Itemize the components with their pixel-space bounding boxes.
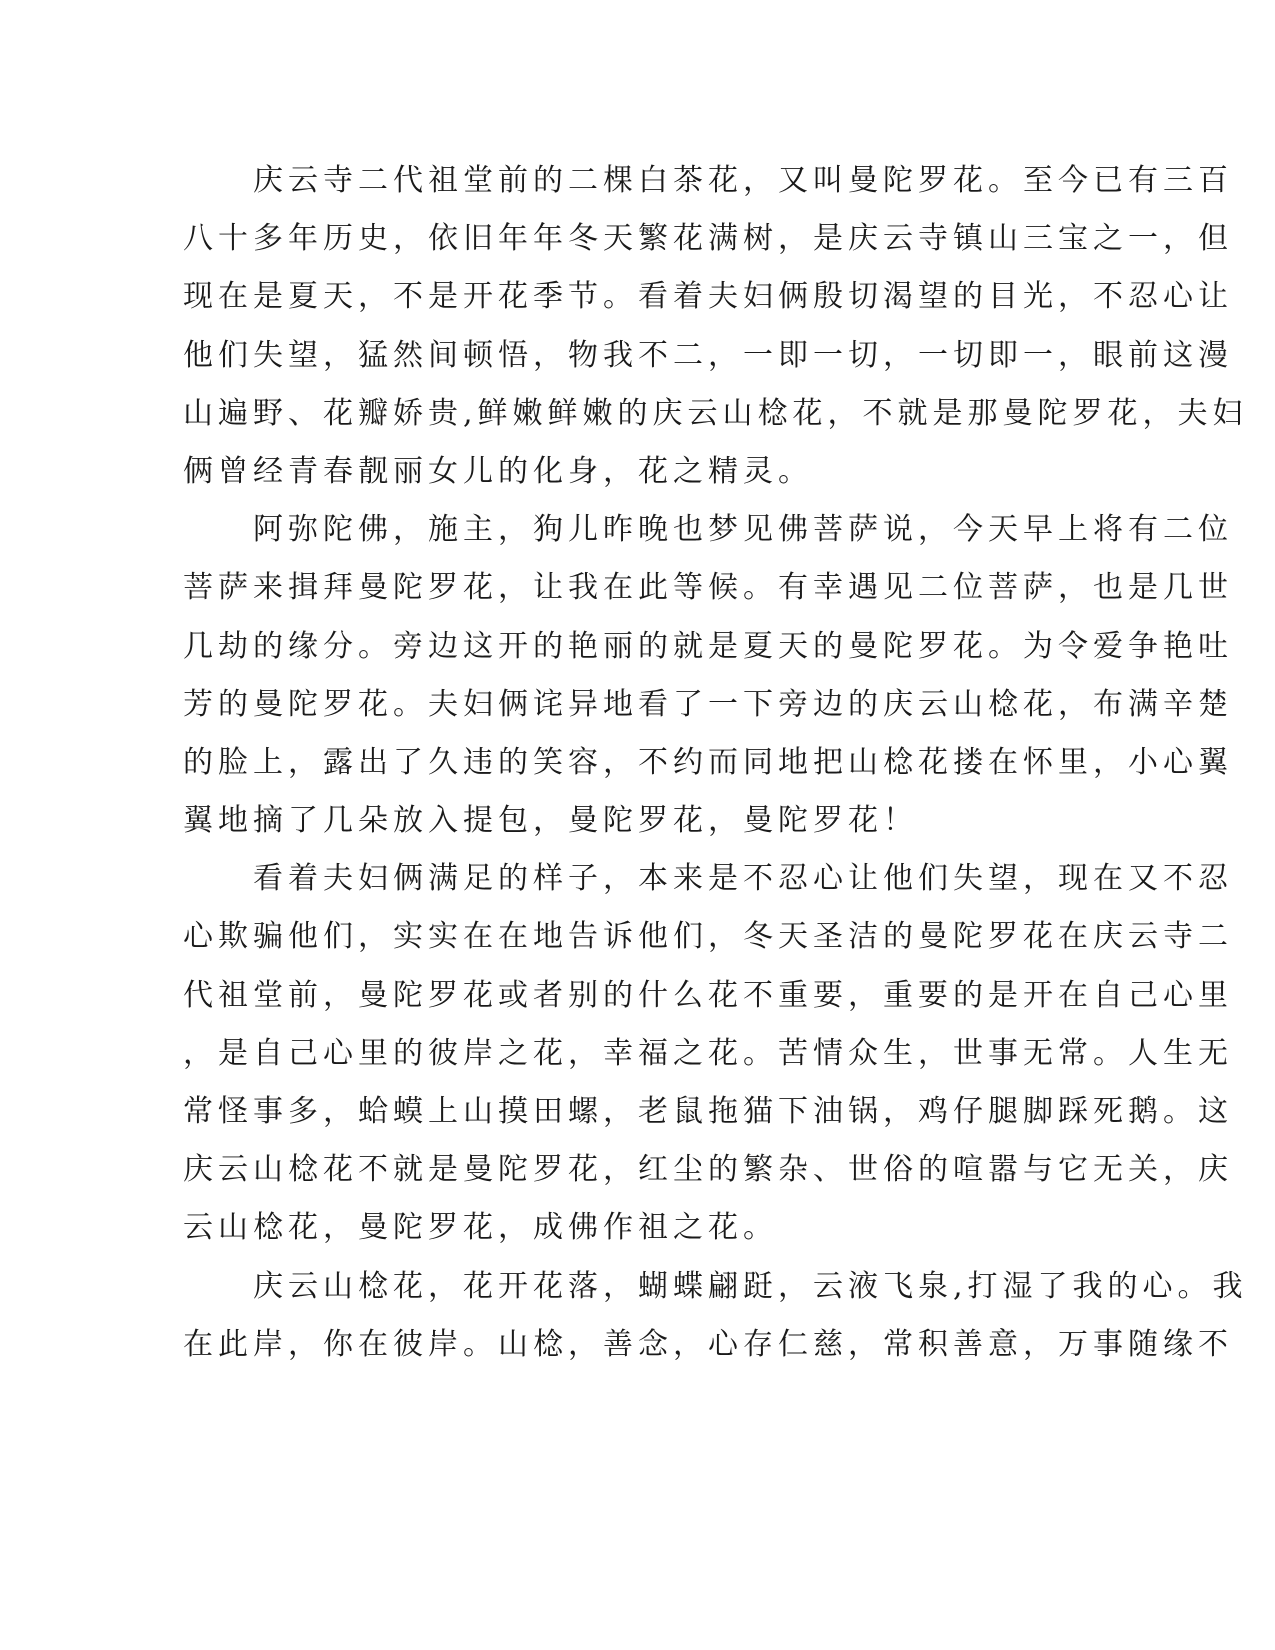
text-line: 心欺骗他们，实实在在地告诉他们，冬天圣洁的曼陀罗花在庆云寺二 [183,919,1233,955]
text-line: 云山棯花，曼陀罗花，成佛作祖之花。 [183,1210,778,1246]
body-text [183,152,1248,1374]
text-line: 几劫的缘分。旁边这开的艳丽的就是夏天的曼陀罗花。为令爱争艳吐 [183,628,1233,664]
paragraph-4 [183,1258,1248,1374]
text-line: 看着夫妇俩满足的样子，本来是不忍心让他们失望，现在又不忍 [253,861,1233,897]
text-line: 八十多年历史，依旧年年冬天繁花满树，是庆云寺镇山三宝之一，但 [183,221,1233,257]
text-line: 俩曾经青春靓丽女儿的化身，花之精灵。 [183,453,813,489]
text-line: 翼地摘了几朵放入提包，曼陀罗花，曼陀罗花！ [183,803,918,839]
text-line: 在此岸，你在彼岸。山棯，善念，心存仁慈，常积善意，万事随缘不 [183,1326,1233,1362]
text-line: 菩萨来揖拜曼陀罗花，让我在此等候。有幸遇见二位菩萨，也是几世 [183,570,1233,606]
text-line: 现在是夏天，不是开花季节。看着夫妇俩殷切渴望的目光，不忍心让 [183,279,1233,315]
text-line: 他们失望，猛然间顿悟，物我不二，一即一切，一切即一，眼前这漫 [183,337,1233,373]
text-line: 芳的曼陀罗花。夫妇俩诧异地看了一下旁边的庆云山棯花，布满辛楚 [183,686,1233,722]
text-line: 庆云山棯花不就是曼陀罗花，红尘的繁杂、世俗的喧嚣与它无关，庆 [183,1152,1233,1188]
text-line: 庆云山棯花，花开花落，蝴蝶翩跹，云液飞泉,打湿了我的心。我 [253,1268,1248,1304]
text-line: 常怪事多，蛤蟆上山摸田螺，老鼠拖猫下油锅，鸡仔腿脚踩死鹅。这 [183,1094,1233,1129]
paragraph-1 [183,152,1248,501]
paragraph-3 [183,850,1233,1257]
paragraph-2 [183,501,1233,850]
text-line: ，是自己心里的彼岸之花，幸福之花。苦情众生，世事无常。人生无 [183,1035,1233,1071]
text-line: 山遍野、花瓣娇贵,鲜嫩鲜嫩的庆云山棯花，不就是那曼陀罗花，夫妇 [183,395,1248,431]
text-line: 的脸上，露出了久违的笑容，不约而同地把山棯花搂在怀里，小心翼 [183,744,1233,780]
text-line: 代祖堂前，曼陀罗花或者别的什么花不重要，重要的是开在自己心里 [183,977,1233,1013]
text-line: 阿弥陀佛，施主，狗儿昨晚也梦见佛菩萨说，今天早上将有二位 [253,512,1233,548]
text-line: 庆云寺二代祖堂前的二棵白茶花，又叫曼陀罗花。至今已有三百 [253,163,1233,198]
